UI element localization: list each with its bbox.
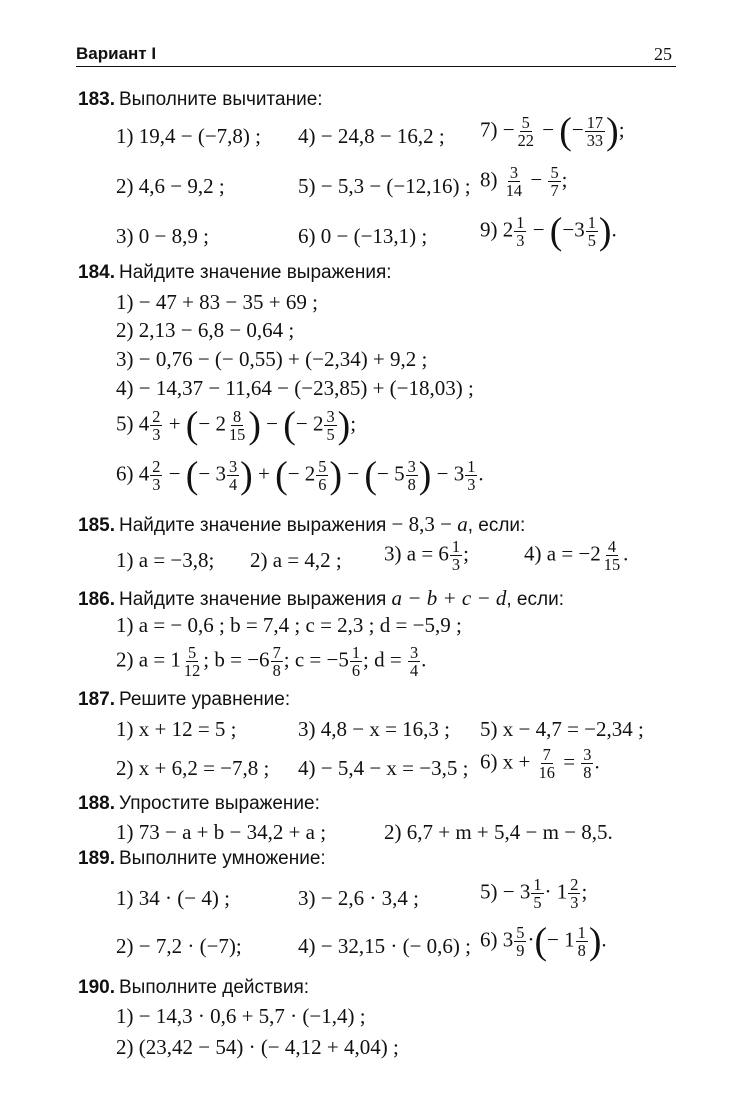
item-187-3: 3) 4,8 − x = 16,3 ; [298,717,451,741]
page-header [76,40,676,67]
item-188-1: 1) 73 − a + b − 34,2 + a ; [116,820,327,844]
item-184-6: 6) 4 $\frac{2}{3}$ − (− 3 $\frac{3}{4}$ ) + (− 2 $\frac{5}{6}$ ) − (− 5 $\frac{3}{8}$ ) − 3 $\frac{1}{3}$ . [116,454,484,497]
item-185-1: 1) a = −3,8; [116,548,215,572]
item-187-6: 6) x + $\frac{7}{16}$ = $\frac{3}{8}$ . [480,745,600,783]
item-188-2: 2) 6,7 + m + 5,4 − m − 8,5. [384,820,613,844]
item-189-5: 5) − 3 $\frac{1}{5}$ · 1 $\frac{2}{3}$ ; [480,875,588,913]
problem-number: 187. [78,689,115,710]
item-189-1: 1) 34 · (− 4) ; [116,886,230,910]
problem-title: Выполните умножение: [118,848,326,869]
item-189-3: 3) − 2,6 · 3,4 ; [298,886,419,910]
page-number: 25 [654,44,672,64]
item-183-7: 7) − $\frac{5}{22}$ − (− $\frac{17}{33}$ ); [480,110,625,153]
problem-number: 183. [78,89,115,110]
problem-183-heading [78,89,323,111]
variant-label: Вариант I [76,44,157,63]
item-187-4: 4) − 5,4 − x = −3,5 ; [298,756,469,780]
item-184-4: 4) − 14,37 − 11,64 − (−23,85) + (−18,03) ; [116,376,474,400]
item-186-2: 2) a = 1 $\frac{5}{12}$ ; b = −6 $\frac{7}{8}$ ; c = −5 $\frac{1}{6}$ ; d = $\frac{3}{4}$ . [116,643,427,681]
item-185-4: 4) a = −2 $\frac{4}{15}$ . [524,537,629,575]
item-183-4: 4) − 24,8 − 16,2 ; [298,124,445,148]
problem-185-heading: 185. Найдите значение выражения − 8,3 − a, если: [78,512,526,536]
problem-190-heading [78,977,309,999]
problem-title: Решите уравнение: [118,689,291,710]
item-187-5: 5) x − 4,7 = −2,34 ; [480,717,644,741]
problem-title: Выполните вычитание: [118,89,323,110]
item-190-1: 1) − 14,3 · 0,6 + 5,7 · (−1,4) ; [116,1004,366,1028]
item-183-5: 5) − 5,3 − (−12,16) ; [298,174,471,198]
problem-number: 188. [78,793,115,814]
item-185-2: 2) a = 4,2 ; [250,548,342,572]
problem-number: 186. [78,589,115,610]
item-183-2: 2) 4,6 − 9,2 ; [116,174,225,198]
item-183-3: 3) 0 − 8,9 ; [116,224,209,248]
item-183-9: 9) 2 $\frac{1}{3}$ − (−3 $\frac{1}{5}$ ). [480,210,617,253]
item-186-1: 1) a = − 0,6 ; b = 7,4 ; c = 2,3 ; d = −5,9 ; [116,613,462,637]
item-184-2: 2) 2,13 − 6,8 − 0,64 ; [116,318,295,342]
problem-187-heading [78,689,290,711]
item-184-5: 5) 4 $\frac{2}{3}$ + (− 2 $\frac{8}{15}$ ) − (− 2 $\frac{3}{5}$ ); [116,404,357,447]
problem-186-heading: 186. Найдите значение выражения a − b + c − d, если: [78,586,564,610]
problem-184-heading [78,262,392,284]
item-187-1: 1) x + 12 = 5 ; [116,717,237,741]
problem-number: 185. [78,515,115,536]
item-189-4: 4) − 32,15 · (− 0,6) ; [298,934,471,958]
item-183-6: 6) 0 − (−13,1) ; [298,224,428,248]
item-184-3: 3) − 0,76 − (− 0,55) + (−2,34) + 9,2 ; [116,347,428,371]
item-189-2: 2) − 7,2 · (−7); [116,934,242,958]
item-183-8: 8) $\frac{3}{14}$ − $\frac{5}{7}$ ; [480,163,568,201]
problem-189-heading [78,848,326,870]
problem-number: 190. [78,977,115,998]
problem-title: Упростите выражение: [118,793,320,814]
problem-188-heading [78,793,320,815]
item-184-1: 1) − 47 + 83 − 35 + 69 ; [116,290,318,314]
item-187-2: 2) x + 6,2 = −7,8 ; [116,756,270,780]
problem-title: Выполните действия: [118,977,310,998]
problem-number: 184. [78,262,115,283]
item-190-2: 2) (23,42 − 54) · (− 4,12 + 4,04) ; [116,1035,399,1059]
item-183-1: 1) 19,4 − (−7,8) ; [116,124,262,148]
problem-title: Найдите значение выражения: [118,262,392,283]
item-185-3: 3) a = 6 $\frac{1}{3}$ ; [384,537,469,575]
item-189-6: 6) 3 $\frac{5}{9}$ ·(− 1 $\frac{1}{8}$ ). [480,920,607,963]
problem-number: 189. [78,848,115,869]
